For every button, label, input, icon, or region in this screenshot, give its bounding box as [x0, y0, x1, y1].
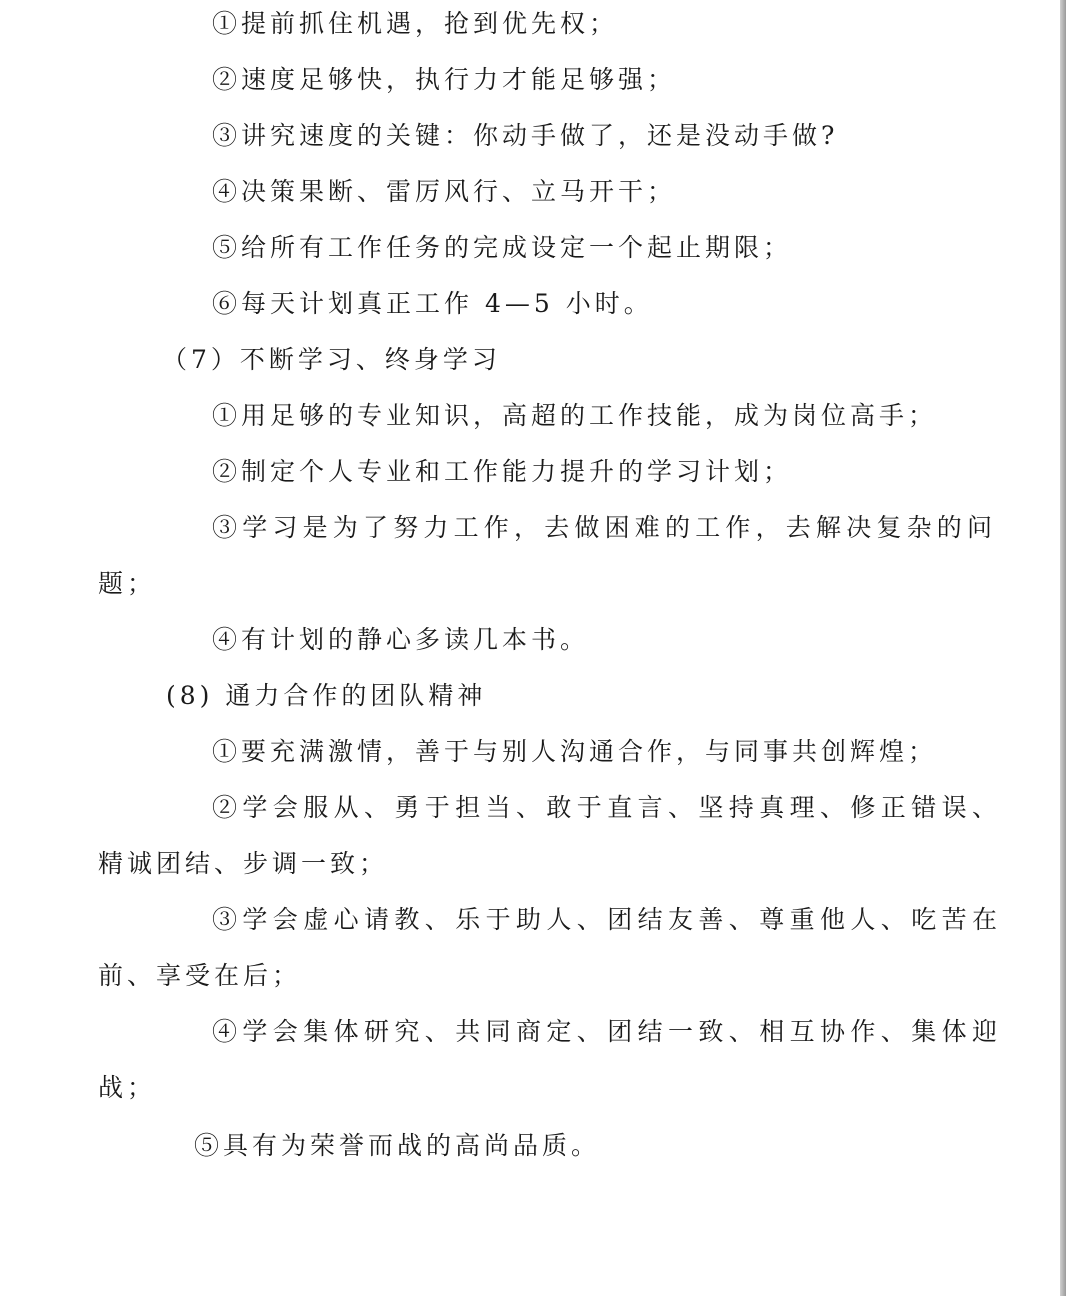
list-item-6: ⑥每天计划真正工作 4—5 小时。: [212, 289, 653, 318]
list-item-4: ④决策果断、雷厉风行、立马开干；: [212, 177, 677, 206]
list-item-8-5: ⑤具有为荣誉而战的高尚品质。: [194, 1131, 601, 1160]
list-item-8-4: ④学会集体研究、共同商定、团结一致、相互协作、集体迎: [212, 1017, 1003, 1046]
list-item-7-3-cont: 题；: [98, 569, 157, 598]
list-item-7-2: ②制定个人专业和工作能力提升的学习计划；: [212, 457, 793, 486]
list-item-1: ①提前抓住机遇，抢到优先权；: [212, 9, 619, 38]
list-item-3: ③讲究速度的关键：你动手做了，还是没动手做?: [212, 121, 839, 150]
list-item-8-3-cont: 前、享受在后；: [98, 961, 302, 990]
list-item-8-2-cont: 精诚团结、步调一致；: [98, 849, 389, 878]
list-item-8-4-cont: 战；: [98, 1073, 157, 1102]
list-item-2: ②速度足够快，执行力才能足够强；: [212, 65, 677, 94]
list-item-5: ⑤给所有工作任务的完成设定一个起止期限；: [212, 233, 793, 262]
list-item-8-1: ①要充满激情，善于与别人沟通合作，与同事共创辉煌；: [212, 737, 938, 766]
list-item-8-3: ③学会虚心请教、乐于助人、团结友善、尊重他人、吃苦在: [212, 905, 1003, 934]
page-edge-scrollbar: [1060, 0, 1066, 1296]
list-item-8-2: ②学会服从、勇于担当、敢于直言、坚持真理、修正错误、: [212, 793, 1003, 822]
list-item-7-3: ③学习是为了努力工作，去做困难的工作，去解决复杂的问: [212, 513, 998, 542]
section-heading-7: （7）不断学习、终身学习: [162, 345, 501, 374]
section-heading-8: (8) 通力合作的团队精神: [166, 681, 487, 710]
list-item-7-1: ①用足够的专业知识，高超的工作技能，成为岗位高手；: [212, 401, 938, 430]
list-item-7-4: ④有计划的静心多读几本书。: [212, 625, 590, 654]
